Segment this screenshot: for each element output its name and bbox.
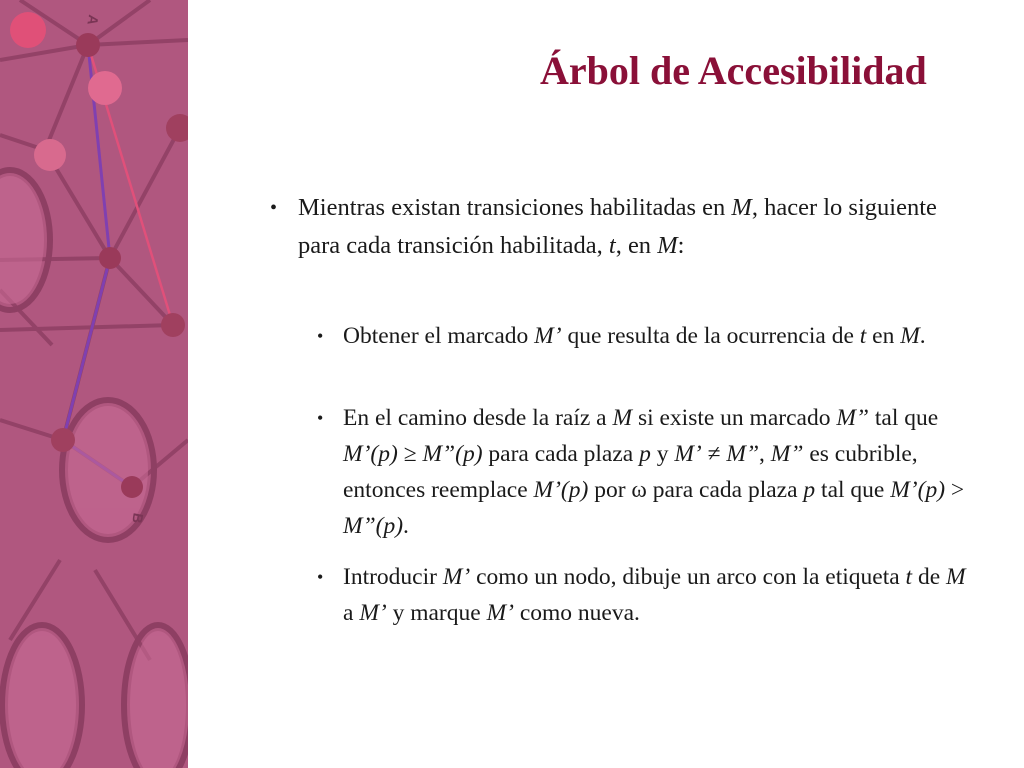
text-run: Mientras existan transiciones habilitadas en — [298, 194, 732, 221]
text-run: para cada plaza — [482, 441, 640, 467]
math-symbol: M”(p) — [343, 513, 404, 539]
math-symbol: p — [803, 477, 816, 503]
text-run: tal que — [815, 477, 891, 503]
sub-bullet-text — [343, 318, 977, 354]
sidebar-label-a: A — [84, 13, 102, 27]
sub-bullet-text — [343, 559, 977, 631]
text-run: ≠ — [701, 441, 727, 467]
math-symbol: M — [612, 405, 633, 431]
text-run: ≥ — [397, 441, 423, 467]
math-symbol: M’(p) — [890, 477, 946, 503]
sub-bullet-introducir-nodo — [317, 559, 977, 631]
text-run: , — [759, 441, 771, 467]
text-run: , en — [615, 232, 658, 259]
text-run: por ω para cada plaza — [588, 477, 804, 503]
text-run: a — [343, 600, 360, 626]
math-symbol: t — [905, 564, 913, 590]
text-run: es cubrible, entonces reemplace — [343, 441, 918, 503]
math-symbol: M’ — [534, 323, 562, 349]
math-symbol: M’ — [442, 564, 471, 590]
text-run: . — [919, 323, 926, 349]
text-run: como un nodo, dibuje un arco con la etiqueta — [470, 564, 906, 590]
bullet-marker: • — [317, 326, 324, 346]
sub-bullet-obtener-marcado — [317, 318, 977, 354]
text-run: de — [912, 564, 946, 590]
text-run: y marque — [386, 600, 487, 626]
math-symbol: M’ — [359, 600, 387, 626]
sidebar-label-b: B — [129, 511, 147, 525]
math-symbol: M’ — [486, 600, 514, 626]
text-run: , hacer lo siguiente para cada transición habilitada, — [298, 194, 937, 259]
text-run: : — [677, 232, 685, 259]
bullet-main — [270, 189, 970, 265]
text-run: tal que — [868, 405, 939, 431]
text-run: como nueva. — [513, 600, 640, 626]
sub-bullet-text — [343, 400, 977, 544]
decorative-sidebar — [0, 0, 188, 768]
math-symbol: t — [608, 232, 616, 259]
text-run: si existe un marcado — [632, 405, 837, 431]
sub-bullet-camino-raiz — [317, 400, 977, 544]
math-symbol: M” — [726, 441, 760, 467]
math-symbol: M — [731, 194, 752, 221]
text-run: Introducir — [343, 564, 443, 590]
math-symbol: M”(p) — [422, 441, 483, 467]
bullet-text — [298, 189, 970, 265]
text-run: en — [866, 323, 901, 349]
math-symbol: M — [657, 232, 678, 259]
math-symbol: M” — [770, 441, 804, 467]
text-run: . — [403, 513, 409, 539]
network-graph-illustration — [0, 0, 188, 768]
math-symbol: M’ — [674, 441, 702, 467]
bullet-marker: • — [317, 408, 324, 428]
text-run: y — [650, 441, 675, 467]
math-symbol: p — [639, 441, 651, 467]
math-symbol: M’(p) — [533, 477, 589, 503]
math-symbol: M” — [836, 405, 869, 431]
text-run: En el camino desde la raíz a — [343, 405, 613, 431]
math-symbol: M — [900, 323, 920, 349]
text-run: > — [945, 477, 965, 503]
text-run: Obtener el marcado — [343, 323, 535, 349]
math-symbol: t — [859, 323, 867, 349]
bullet-marker: • — [270, 197, 278, 219]
slide-title: Árbol de Accesibilidad — [540, 48, 927, 93]
math-symbol: M — [946, 564, 966, 590]
bullet-marker: • — [317, 567, 324, 587]
text-run: que resulta de la ocurrencia de — [561, 323, 860, 349]
math-symbol: M’(p) — [343, 441, 398, 467]
